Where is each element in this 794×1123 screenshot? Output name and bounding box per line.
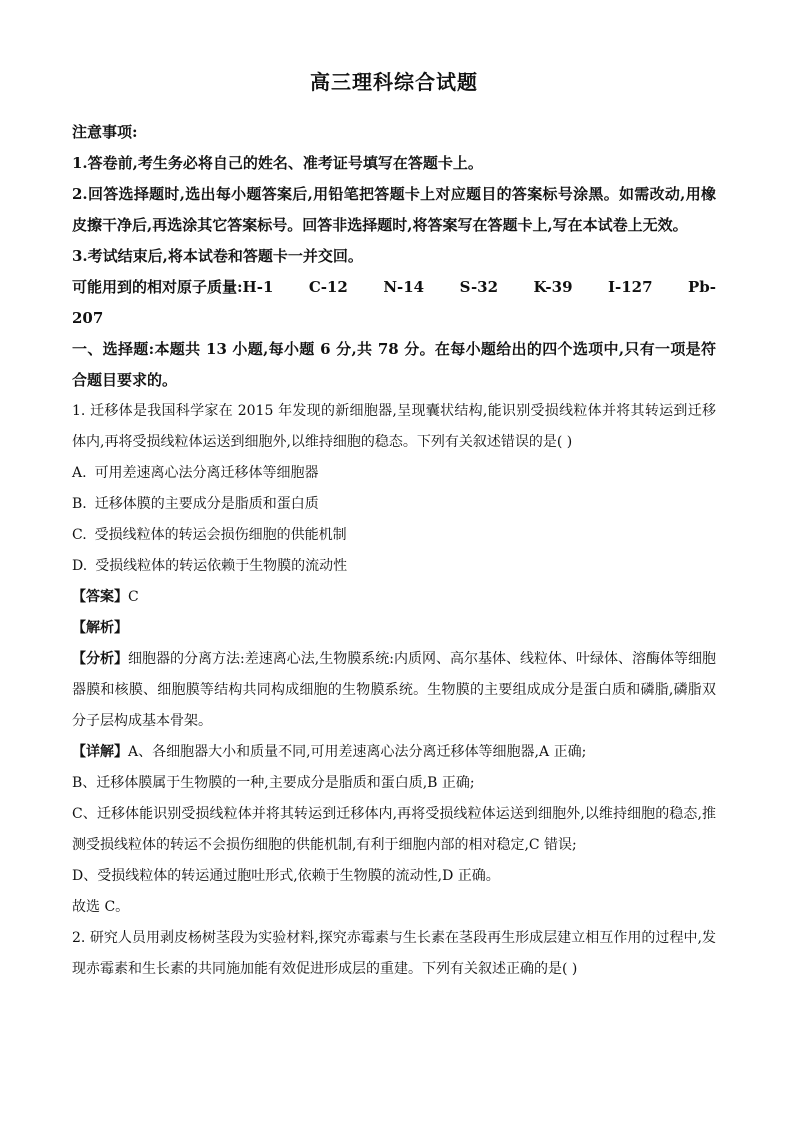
option-text: 可用差速离心法分离迁移体等细胞器 [94, 465, 319, 481]
option-text: 受损线粒体的转运会损伤细胞的供能机制 [94, 527, 347, 543]
analysis-tag: 【解析】 [72, 620, 128, 636]
question-1-fenxi [72, 644, 716, 737]
option-letter: C. [72, 527, 87, 543]
detail-a-text: A、各细胞器大小和质量不同,可用差速离心法分离迁移体等细胞器,A 正确; [128, 744, 587, 760]
atomic-mass-c: C-12 [308, 278, 348, 296]
question-1 [72, 396, 716, 923]
xiangjie-tag: 【详解】 [72, 744, 128, 760]
question-1-option-c [72, 520, 716, 551]
notice-heading: 注意事项: [72, 123, 138, 141]
option-text: 迁移体膜的主要成分是脂质和蛋白质 [94, 496, 319, 512]
question-1-detail-d: D、受损线粒体的转运通过胞吐形式,依赖于生物膜的流动性,D 正确。 [72, 868, 500, 884]
question-1-analysis-tag [72, 613, 716, 644]
atomic-mass-h: H-1 [242, 278, 274, 296]
question-1-detail-b: B、迁移体膜属于生物膜的一种,主要成分是脂质和蛋白质,B 正确; [72, 775, 475, 791]
atomic-mass-n: N-14 [383, 278, 425, 296]
atomic-mass-label-group [72, 272, 273, 303]
question-1-option-a [72, 458, 716, 489]
atomic-mass-pb: Pb- [687, 278, 716, 296]
atomic-mass-s: S-32 [459, 278, 499, 296]
answer-tag: 【答案】 [72, 589, 128, 605]
notice-section [72, 117, 716, 272]
notice-item-1: 1.答卷前,考生务必将自己的姓名、准考证号填写在答题卡上。 [72, 154, 483, 172]
notice-item-3: 3.考试结束后,将本试卷和答题卡一并交回。 [72, 247, 363, 265]
option-letter: A. [72, 465, 87, 481]
section-1-heading: 一、选择题:本题共 13 小题,每小题 6 分,共 78 分。在每小题给出的四个选项中,只有一项是符合题目要求的。 [72, 340, 716, 389]
notice-item-2: 2.回答选择题时,选出每小题答案后,用铅笔把答题卡上对应题目的答案标号涂黑。如需改动,用橡皮擦干净后,再选涂其它答案标号。回答非选择题时,将答案写在答题卡上,写在本试卷上无效。 [72, 185, 716, 234]
question-1-option-b [72, 489, 716, 520]
atomic-mass-row [72, 272, 716, 303]
question-1-detail-c: C、迁移体能识别受损线粒体并将其转运到迁移体内,再将受损线粒体运送到细胞外,以维持细胞的稳态,推测受损线粒体的转运不会损伤细胞的供能机制,有利于细胞内部的相对稳定,C 错误; [72, 806, 716, 853]
question-2-stem: 2. 研究人员用剥皮杨树茎段为实验材料,探究赤霉素与生长素在茎段再生形成层建立相互作用的过程中,发现赤霉素和生长素的共同施加能有效促进形成层的重建。下列有关叙述正确的是( ) [72, 930, 716, 977]
fenxi-text: 细胞器的分离方法:差速离心法,生物膜系统:内质网、高尔基体、线粒体、叶绿体、溶酶体等细胞器膜和核膜、细胞膜等结构共同构成细胞的生物膜系统。生物膜的主要组成成分是蛋白质和磷脂,磷脂双分子层构成基本骨架。 [72, 651, 716, 729]
option-letter: D. [72, 558, 88, 574]
option-letter: B. [72, 496, 87, 512]
answer-value: C [128, 589, 139, 605]
question-1-conclusion: 故选 C。 [72, 899, 130, 915]
question-1-detail-a [72, 737, 716, 768]
atomic-mass-label: 可能用到的相对原子质量: [72, 278, 243, 296]
page-title: 高三理科综合试题 [310, 70, 478, 94]
question-2 [72, 923, 716, 985]
atomic-mass-k: K-39 [533, 278, 573, 296]
atomic-mass-i: I-127 [607, 278, 653, 296]
question-1-answer [72, 582, 716, 613]
question-1-stem: 1. 迁移体是我国科学家在 2015 年发现的新细胞器,呈现囊状结构,能识别受损线粒体并将其转运到迁移体内,再将受损线粒体运送到细胞外,以维持细胞的稳态。下列有关叙述错误的是( ) [72, 403, 716, 450]
atomic-mass-continuation: 207 [72, 309, 104, 327]
fenxi-tag: 【分析】 [72, 651, 129, 667]
question-1-option-d [72, 551, 716, 582]
option-text: 受损线粒体的转运依赖于生物膜的流动性 [95, 558, 348, 574]
